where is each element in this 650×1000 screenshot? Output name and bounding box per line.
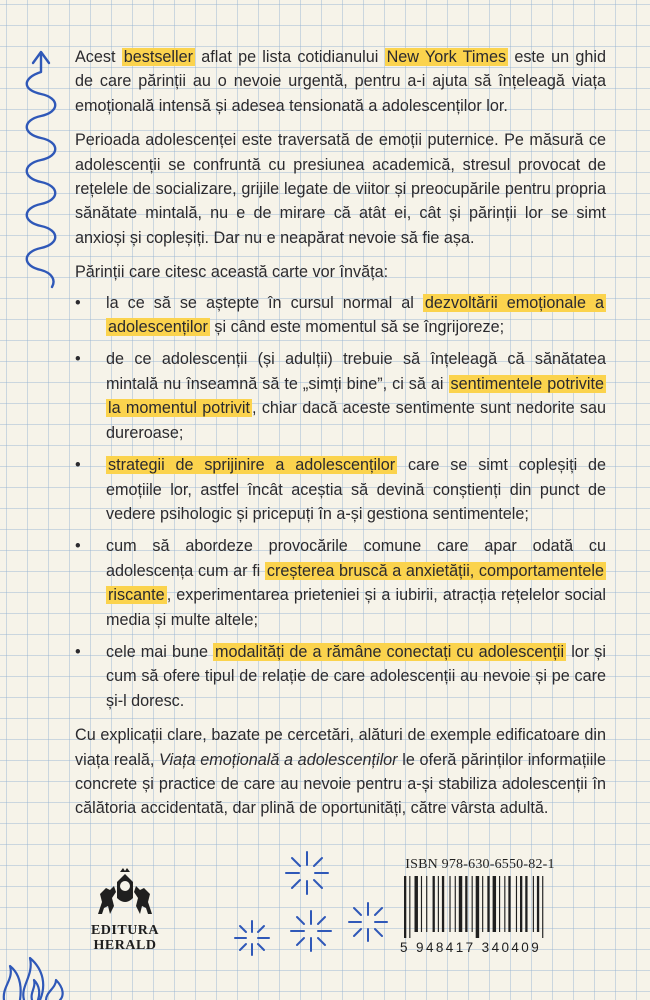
sparkle-burst-icon <box>288 908 334 954</box>
highlight-nyt: New York Times <box>386 48 507 66</box>
barcode-bar <box>449 876 450 932</box>
sparkle-burst-icon <box>282 848 332 898</box>
barcode-bar <box>455 876 456 932</box>
list-item: • la ce să se aștepte în cursul normal al dezvoltării emoționale a adolescenților și când este momentul să se îngrijoreze; <box>75 291 606 340</box>
barcode-digits: 5 948417 340409 <box>400 940 542 955</box>
barcode-bar <box>533 876 534 932</box>
flame-doodle-icon <box>0 950 70 1000</box>
barcode-bar <box>525 876 527 932</box>
barcode-bar <box>438 876 439 932</box>
isbn-barcode-block <box>400 857 560 955</box>
highlight-text: modalități de a rămâne conectați cu adolescenții <box>215 642 565 661</box>
list-item: • strategii de sprijinire a adolescenților care se simt copleșiți de emoțiile lor, astfel încât aceștia să devină conștienți din punct de vedere psihologic și pricepuți în a-și gestiona sentimentele; <box>75 453 606 526</box>
barcode-bar <box>516 876 517 932</box>
sparkle-burst-icon <box>232 918 272 958</box>
barcode-bar <box>537 876 539 932</box>
learning-list <box>75 291 606 714</box>
highlight-text: sentimentele potrivite la momentul potrivit <box>108 374 604 418</box>
barcode-bar <box>493 876 496 932</box>
intro-paragraph: Acest bestseller aflat pe lista cotidianului New York Times este un ghid de care părinții au o nevoie urgentă, pentru a-i ajuta să înțeleagă viața emoțională intensă și adesea tensionată a adolescenților lor. <box>75 48 606 115</box>
barcode-bar <box>459 876 462 932</box>
barcode-bar <box>508 876 510 932</box>
barcode-bar <box>426 876 427 932</box>
barcode-bar <box>404 876 406 938</box>
barcode-bar <box>409 876 410 938</box>
barcode-bar <box>482 876 483 932</box>
barcode-bar <box>433 876 435 932</box>
highlight-text: creșterea bruscă a anxietății, comportamentele riscante <box>108 561 604 605</box>
barcode-bar <box>472 876 473 932</box>
sparkle-burst-icon <box>346 900 390 944</box>
rampant-horses-crest-icon <box>90 868 160 918</box>
closing-paragraph: Cu explicații clare, bazate pe cercetări, alături de exemple edificatoare din viața reală, Viața emoțională a adolescenților le oferă părinților informațiile concrete și practice de care au nevoie pentru a-și stabiliza adolescenții în călătoria accidentată, dar plină de oportunități, către vârsta adultă. <box>75 726 606 818</box>
barcode-bar <box>415 876 418 932</box>
squiggle-arrow-doodle <box>8 42 68 312</box>
highlight-text: dezvoltării emoționale a adolescenților <box>108 293 604 337</box>
list-item: • de ce adolescenții (și adulții) trebuie să înțeleagă că sănătatea mintală nu înseamnă să te „simți bine”, ci să ai sentimentele potrivite la momentul potrivit , chiar dacă aceste sentimente sunt nedorite sau dureroase; <box>75 347 606 445</box>
book-title: Viața emoțională a adolescenților <box>158 750 398 769</box>
highlight-text: strategii de sprijinire a adolescenților <box>108 456 396 475</box>
barcode-bar <box>476 876 479 938</box>
publisher-logo <box>75 868 175 953</box>
barcode-bar <box>442 876 444 932</box>
barcode-bar <box>487 876 489 932</box>
publisher-name-line1: EDITURA <box>90 923 160 938</box>
barcode-bar <box>465 876 467 932</box>
barcode-bar <box>499 876 500 932</box>
list-item: • cele mai bune modalități de a rămâne conectați cu adolescenții lor și cum să ofere tipul de relație de care adolescenții au nevoie și pe care și-l doresc. <box>75 640 606 713</box>
back-cover-text <box>75 45 606 831</box>
barcode-bar <box>520 876 522 932</box>
isbn-number: ISBN 978-630-6550-82-1 <box>405 857 555 872</box>
barcode-bar <box>421 876 422 932</box>
highlight-bestseller: bestseller <box>123 48 193 66</box>
list-item: • cum să abordeze provocările comune care apar odată cu adolescența cum ar fi creșterea bruscă a anxietății, comportamentele riscante , experimentarea prieteniei și a iubirii, atracția rețelelor social media și multe altele; <box>75 534 606 632</box>
barcode-bar <box>542 876 543 938</box>
publisher-name-line2: HERALD <box>93 938 157 953</box>
barcode-bar <box>504 876 505 932</box>
barcode <box>400 876 560 938</box>
context-paragraph: Perioada adolescenței este traversată de emoții puternice. Pe măsură ce adolescenții se confruntă cu presiunea academică, stresul provocat de rețelele de socializare, grijile legate de viitor și preocupările pentru propria sănătate mintală, nu e de mirare că atât ei, cât și părinții lor se simt anxioși și copleșiți. Dar nu e neapărat nevoie să fie așa. <box>75 131 606 247</box>
list-intro: Părinții care citesc această carte vor învăța: <box>75 263 389 282</box>
